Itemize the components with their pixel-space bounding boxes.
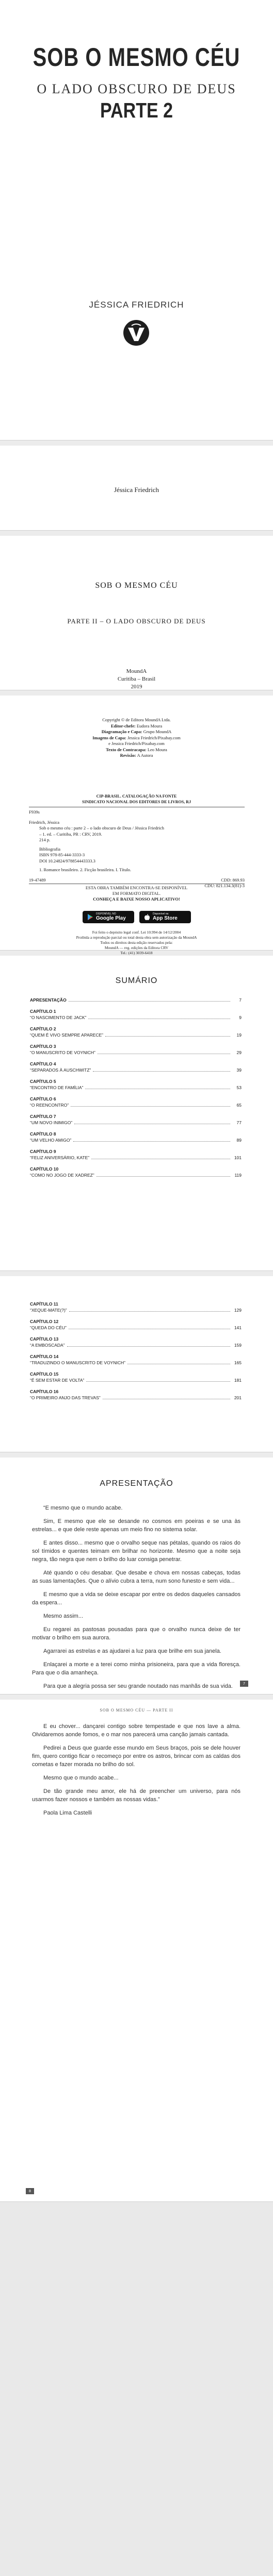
- toc-chapter-title: “QUEDA DO CÉU”: [30, 1325, 67, 1330]
- half-title-author: Jéssica Friedrich: [114, 486, 159, 494]
- toc-chapter-title: “O PRIMEIRO ANJO DAS TREVAS”: [30, 1395, 101, 1400]
- cip-number: 19-47489: [29, 877, 46, 883]
- google-play-badge[interactable]: [83, 911, 134, 923]
- toc-chapter-label: CAPÍTULO 5: [30, 1079, 56, 1084]
- toc-page-number: 201: [234, 1395, 242, 1400]
- publisher-name: MoundA: [126, 668, 147, 674]
- toc-chapter-label: CAPÍTULO 4: [30, 1061, 56, 1066]
- toc-chapter-title: “UM VELHO AMIGO”: [30, 1138, 72, 1143]
- toc-chapter-title: “ENCONTRO DE FAMÍLIA”: [30, 1085, 84, 1090]
- toc-leader: [67, 1346, 230, 1347]
- toc-chapter-label: CAPÍTULO 11: [30, 1301, 58, 1307]
- toc-entry[interactable]: [30, 1371, 242, 1383]
- toc-page-number: 141: [234, 1325, 242, 1330]
- running-head: SOB O MESMO CÉU — PARTE II: [100, 1708, 173, 1713]
- toc-chapter-label: CAPÍTULO 13: [30, 1336, 59, 1342]
- toc-chapter-title: “O REENCONTRO”: [30, 1103, 69, 1108]
- cip-line: – 1. ed. – Curitiba, PR : CRV, 2019.: [39, 831, 102, 837]
- toc-page-number: 77: [236, 1120, 242, 1125]
- toc-entry[interactable]: [30, 1078, 242, 1091]
- toc-chapter-label: CAPÍTULO 2: [30, 1026, 56, 1031]
- toc-list: [30, 1301, 242, 1406]
- toc-page-number: 9: [239, 1015, 242, 1020]
- title-page: [0, 536, 273, 690]
- toc-chapter-title: “COMO NO JOGO DE XADREZ”: [30, 1173, 94, 1178]
- cover-author: JÉSSICA FRIEDRICH: [89, 300, 184, 310]
- credit-review: Revisão: A Autora: [120, 753, 153, 758]
- toc-page-number: 119: [234, 1173, 242, 1178]
- cover-title: SOB O MESMO CÉU: [33, 43, 240, 72]
- availability-line: EM FORMATO DIGITAL.: [112, 891, 161, 896]
- cip-cdu: CDU: 821.134.3(81)-3: [204, 883, 245, 888]
- toc-chapter-label: CAPÍTULO 16: [30, 1389, 59, 1394]
- toc-chapter-label: APRESENTAÇÃO: [30, 997, 67, 1003]
- toc-chapter-label: CAPÍTULO 12: [30, 1319, 59, 1324]
- paragraph: “E mesmo que o mundo acabe.: [43, 1505, 123, 1511]
- toc-page-number: 129: [234, 1308, 242, 1313]
- publication-year: 2019: [131, 684, 142, 690]
- toc-chapter-label: CAPÍTULO 14: [30, 1354, 59, 1359]
- toc-chapter-title: “XEQUE-MATE(?)”: [30, 1308, 67, 1313]
- toc-entry[interactable]: [30, 1318, 242, 1331]
- toc-leader: [71, 1106, 230, 1107]
- toc-chapter-title: “SEPARADOS À AUSCHWITZ”: [30, 1067, 91, 1073]
- credits-block: [0, 717, 273, 759]
- toc-chapter-label: CAPÍTULO 10: [30, 1166, 59, 1172]
- cip-heading: [0, 793, 273, 805]
- toc-page-2: [0, 1276, 273, 1452]
- toc-page-number: 65: [236, 1103, 242, 1108]
- toc-leader: [86, 1381, 230, 1382]
- toc-page-number: 29: [236, 1050, 242, 1055]
- credit-images-2: e Jessica Friedrich/Pixabay.com: [108, 741, 165, 746]
- toc-list: [30, 997, 242, 1183]
- title-page-part: PARTE II – O LADO OBSCURO DE DEUS: [67, 617, 206, 625]
- toc-entry[interactable]: [30, 1388, 242, 1401]
- paragraph: E mesmo que a vida se deixe escapar por entre os dedos daqueles cansados da espera...: [32, 1591, 240, 1606]
- cip-subjects: 1. Romance brasileiro. 2. Ficção brasileira. I. Título.: [39, 867, 132, 872]
- credit-layout: Diagramação e Capa: Grupo MoundA: [101, 729, 172, 734]
- toc-chapter-label: CAPÍTULO 15: [30, 1371, 59, 1377]
- toc-chapter-title: “UM NOVO INIMIGO”: [30, 1120, 73, 1125]
- page-number: 7: [240, 1681, 248, 1687]
- toc-chapter-label: CAPÍTULO 7: [30, 1114, 56, 1119]
- paragraph: Para que a alegria possa ser seu grande noutado nas manhãs de sua vida.: [43, 1683, 233, 1689]
- paragraph: Eu regarei as pastosas pousadas para que o orvalho nunca deixe de ter motivar o brilho em sua aurora.: [32, 1626, 240, 1641]
- toc-page-number: 159: [234, 1343, 242, 1348]
- signature: Paola Lima Castelli: [43, 1810, 92, 1816]
- toc-chapter-title: “É SEM ESTAR DE VOLTA”: [30, 1378, 85, 1383]
- toc-chapter-label: CAPÍTULO 9: [30, 1149, 56, 1154]
- toc-chapter-title: “O MANUSCRITO DE VOYNICH”: [30, 1050, 95, 1055]
- toc-page-number: 89: [236, 1138, 242, 1143]
- cip-cdd: CDD: 869.93: [221, 877, 245, 883]
- toc-entry[interactable]: [30, 1026, 242, 1038]
- copyright-page: [0, 696, 273, 955]
- toc-chapter-label: CAPÍTULO 1: [30, 1009, 56, 1014]
- toc-entry[interactable]: [30, 1008, 242, 1021]
- toc-heading: SUMÁRIO: [115, 976, 158, 985]
- toc-page-number: 19: [236, 1032, 242, 1038]
- presentation-page: [0, 1458, 273, 1694]
- paragraph: Pedirei a Deus que guarde esse mundo em Seus braços, pois se dele houver fim, quero contigo ficar o recomeço por entre os astros, brincar com as caldas dos cometas e fazer morada no brilho do sol.: [32, 1745, 240, 1768]
- toc-entry[interactable]: [30, 1131, 242, 1143]
- cip-line: Sob o mesmo céu : parte 2 – o lado obscuro de Deus / Jéssica Friedrich: [39, 825, 164, 831]
- presentation-text: [32, 1504, 240, 1696]
- cip-code: F939s: [29, 809, 40, 815]
- cip-subtitle: SINDICATO NACIONAL DOS EDITORES DE LIVROS, RJ: [82, 800, 191, 804]
- toc-entry[interactable]: [30, 997, 242, 1003]
- cip-bib: Bibliografia: [39, 846, 61, 852]
- paragraph: E antes disso... mesmo que o orvalho seque nas pétalas, quando os raios do sol tímidos e quentes teimam em brilhar no horizonte. Mesmo que a noite seja negra, tão negra que nem o brilho do luar consiga penetrar.: [32, 1540, 240, 1563]
- presentation-heading: APRESENTAÇÃO: [100, 1479, 173, 1488]
- page-number: 8: [26, 2188, 34, 2194]
- publisher-logo-icon: [123, 319, 150, 346]
- title-page-imprint: [0, 668, 273, 691]
- cover-subtitle: O LADO OBSCURO DE DEUS: [37, 81, 236, 96]
- app-store-label: App Store: [153, 916, 178, 921]
- app-store-badge[interactable]: [139, 911, 191, 923]
- toc-chapter-title: “QUEM É VIVO SEMPRE APARECE”: [30, 1032, 104, 1038]
- paragraph: Agarrarei as estrelas e as ajudarei a luz para que brilhe em sua janela.: [43, 1648, 221, 1654]
- toc-chapter-label: CAPÍTULO 8: [30, 1131, 56, 1137]
- paragraph: Enlaçarei a morte e a terei como minha prisioneira, para que a vida floresça. Para que o dia amanheça.: [32, 1662, 240, 1676]
- toc-entry[interactable]: [30, 1061, 242, 1073]
- toc-chapter-title: “A EMBOSCADA”: [30, 1343, 65, 1348]
- availability-line: ESTA OBRA TAMBÉM ENCONTRA-SE DISPONÍVEL: [85, 885, 188, 890]
- credit-back-cover: Texto de Contracapa: Leo Moura: [106, 747, 167, 752]
- toc-entry[interactable]: [30, 1113, 242, 1126]
- toc-chapter-title: “TRADUZINDO O MANUSCRITO DE VOYNICH”: [30, 1360, 125, 1365]
- toc-chapter-label: CAPÍTULO 3: [30, 1044, 56, 1049]
- toc-page-number: 53: [236, 1085, 242, 1090]
- google-play-label: Google Play: [96, 916, 126, 921]
- paragraph: Mesmo assim...: [43, 1613, 84, 1619]
- toc-entry[interactable]: [30, 1043, 242, 1056]
- presentation-text-continued: [32, 1722, 240, 1822]
- cip-bib: ISBN 978-85-444-3333-3: [39, 852, 85, 857]
- paragraph: Mesmo que o mundo acabe...: [43, 1775, 119, 1781]
- toc-leader: [93, 1071, 230, 1072]
- legal-line: Proibida a reprodução parcial ou total desta obra sem autorização da MoundA: [76, 935, 197, 940]
- legal-line: Todos os direitos desta edição reservados pela:: [100, 940, 173, 945]
- toc-entry[interactable]: [30, 1096, 242, 1108]
- publisher-city: Curitiba – Brasil: [117, 676, 156, 682]
- cover-page: [0, 0, 273, 440]
- legal-line: Tel.: (41) 3039-6418: [120, 951, 153, 955]
- cip-bib: DOI 10.24824/978854443333.3: [39, 858, 95, 863]
- cip-line: 214 p.: [39, 837, 51, 842]
- toc-page-number: 101: [234, 1155, 242, 1160]
- toc-leader: [69, 1001, 230, 1002]
- toc-page-number: 7: [239, 997, 242, 1003]
- toc-entry[interactable]: [30, 1353, 242, 1366]
- toc-leader: [97, 1176, 230, 1177]
- credit-editor: Editor-chefe: Eudora Moura: [110, 723, 163, 728]
- title-page-title: SOB O MESMO CÉU: [95, 581, 178, 590]
- copyright-line: Copyright © de Editora MoundA Ltda.: [102, 717, 171, 722]
- toc-leader: [73, 1141, 230, 1142]
- toc-entry[interactable]: [30, 1336, 242, 1348]
- toc-page-1: [0, 956, 273, 1271]
- cip-line: Friedrich, Jéssica: [29, 819, 60, 825]
- presentation-page-2: [0, 1700, 273, 2202]
- availability-line: CONHEÇA E BAIXE NOSSO APLICATIVO!: [93, 896, 180, 902]
- google-play-icon: [87, 913, 94, 921]
- cover-part-label: PARTE 2: [100, 99, 173, 123]
- toc-chapter-title: “FELIZ ANIVERSÁRIO, KATE”: [30, 1155, 90, 1160]
- credit-images: Imagens de Capa: Jessica Friedrich/Pixabay.com: [92, 735, 181, 740]
- half-title-page: [0, 446, 273, 531]
- paragraph: Sim, E mesmo que ele se desande no cosmos em poeiras e se una às estrelas... e que dele reste apenas um meio fino no sistema solar.: [32, 1518, 240, 1533]
- toc-page-number: 39: [236, 1067, 242, 1073]
- toc-entry[interactable]: [30, 1301, 242, 1313]
- app-store-badges: [83, 911, 191, 923]
- google-play-caption: DISPONÍVEL NO: [96, 912, 116, 916]
- legal-line: Foi feito o depósito legal conf. Lei 10.994 de 14/12/2004: [92, 930, 181, 935]
- paragraph: De tão grande meu amor, ele há de preencher um universo, para nós usarmos fazer nossos e também as nossas vidas.”: [32, 1788, 240, 1803]
- toc-leader: [105, 1036, 230, 1037]
- app-store-caption: Disponível na: [153, 912, 169, 916]
- toc-page-number: 181: [234, 1378, 242, 1383]
- paragraph: E eu chover... dançarei contigo sobre tempestade e que nos lave a alma. Olvidaremos aonde fomos, e o mar nos parecerá uma canção jamais cantada.: [32, 1723, 240, 1738]
- toc-chapter-title: “O NASCIMENTO DE JACK”: [30, 1015, 87, 1020]
- toc-entry[interactable]: [30, 1148, 242, 1161]
- toc-entry[interactable]: [30, 1166, 242, 1178]
- toc-leader: [69, 1311, 230, 1312]
- paragraph: Até quando o céu desabar. Que desabe e chova em nossas cabeças, todas as suas lamentações. Que o alívio cubra a terra, num sono funesto e sem vida...: [32, 1570, 240, 1584]
- digital-availability: [0, 885, 273, 902]
- legal-line: MoundA — reg. edições da Editora CRV: [104, 945, 169, 950]
- toc-chapter-label: CAPÍTULO 6: [30, 1096, 56, 1101]
- cip-title: CIP-BRASIL. CATALOGAÇÃO NA FONTE: [96, 794, 177, 799]
- toc-page-number: 165: [234, 1360, 242, 1365]
- apple-icon: [143, 913, 151, 921]
